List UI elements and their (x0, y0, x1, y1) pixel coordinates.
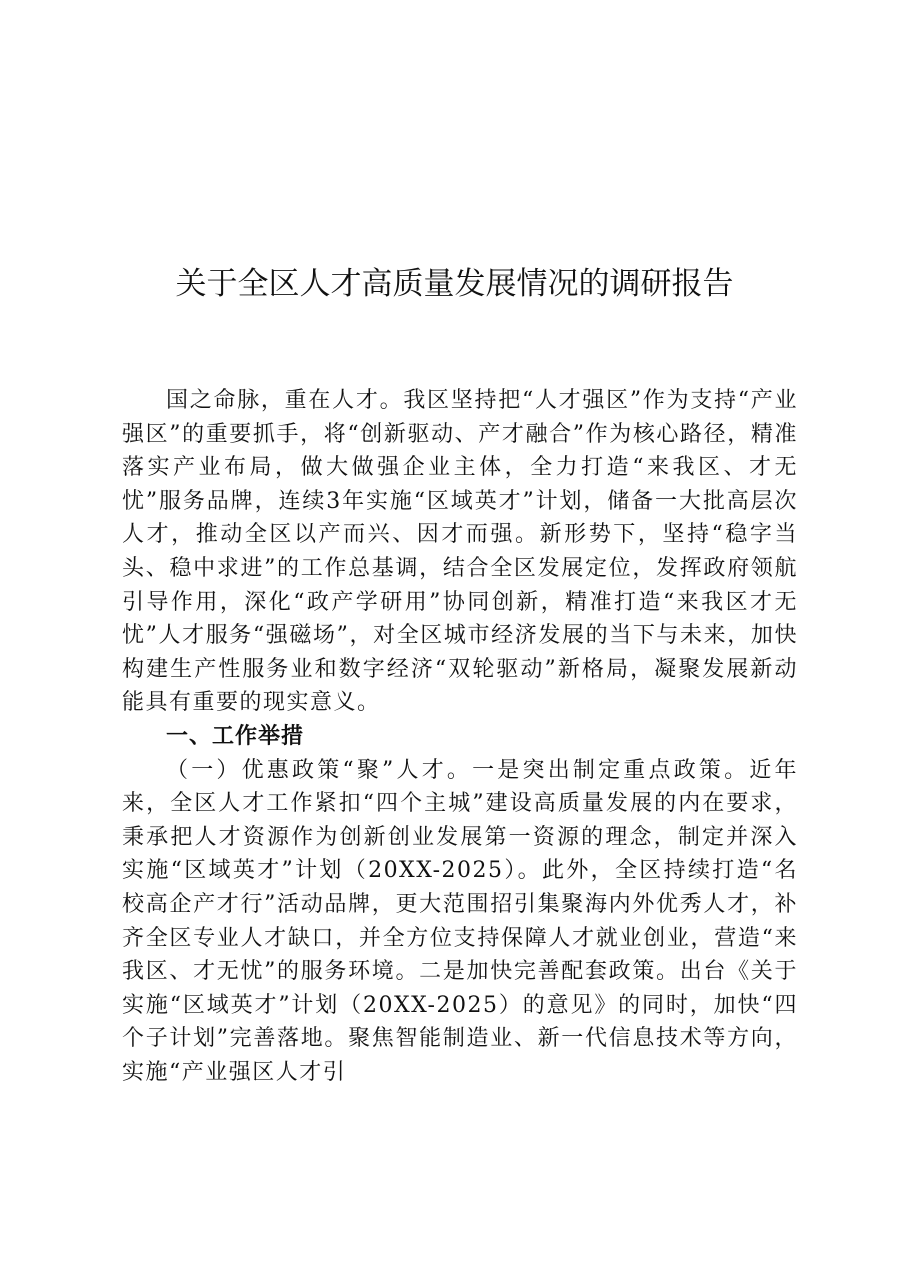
document-body (122, 384, 798, 1089)
intro-paragraph: 国之命脉，重在人才。我区坚持把“人才强区”作为支持“产业强区”的重要抓手，将“创新驱动、产才融合”作为核心路径，精准落实产业布局，做大做强企业主体，全力打造“来我区、才无忧”服务品牌，连续3年实施“区域英才”计划，储备一大批高层次人才，推动全区以产而兴、因才而强。新形势下，坚持“稳字当头、稳中求进”的工作总基调，结合全区发展定位，发挥政府领航引导作用，深化“政产学研用”协同创新，精准打造“来我区才无忧”人才服务“强磁场”，对全区城市经济发展的当下与未来，加快构建生产性服务业和数字经济“双轮驱动”新格局，凝聚发展新动能具有重要的现实意义。 (122, 388, 798, 716)
section-paragraph-policy: （一）优惠政策“聚”人才。一是突出制定重点政策。近年来，全区人才工作紧扣“四个主城”建设高质量发展的内在要求，秉承把人才资源作为创新创业发展第一资源的理念，制定并深入实施“区域英才”计划（20XX-2025）。此外，全区持续打造“名校高企产才行”活动品牌，更大范围招引集聚海内外优秀人才，补齐全区专业人才缺口，并全方位支持保障人才就业创业，营造“来我区、才无忧”的服务环境。二是加快完善配套政策。出台《关于实施“区域英才”计划（20XX-2025）的意见》的同时，加快“四个子计划”完善落地。聚焦智能制造业、新一代信息技术等方向，实施“产业强区人才引 (122, 757, 798, 1085)
document-title: 关于全区人才高质量发展情况的调研报告 (175, 266, 734, 302)
section-heading-work-measures: 一、工作举措 (166, 723, 305, 749)
